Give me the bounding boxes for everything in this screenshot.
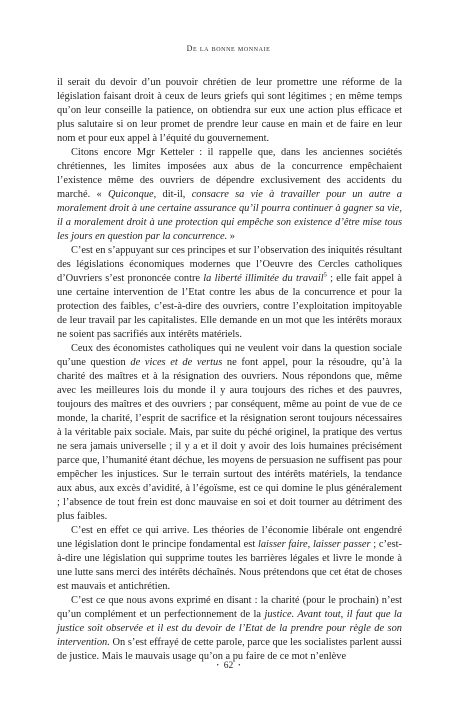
text-run: ; elle fait appel à une certaine intervention de l’Etat contre les abus de la concurrence et pour la protection des faibles, c’est-à-dire des ouvriers, contre l’exploitation impitoyable de leur travail par les capitalistes. Elle demande en un mot que les intérêts moraux ne soient pas sacrifiés aux intérêts matériels. [57,273,402,340]
paragraph [57,342,402,524]
text-run: » [227,231,235,242]
italic-text: laisser faire, laisser passer [257,539,371,550]
text-run: On s’est effrayé de cette parole, parce que les socialistes parlent aussi de justice. Mais le mauvais usage qu’on a pu faire de ce mot n’enlève [57,637,402,662]
folio-bullet-right: • [238,662,241,669]
page-number: 62 [223,661,234,671]
page-folio [0,661,457,671]
italic-text: Quiconque [108,189,154,200]
text-run: ; c’est-à-dire une législation qui supprime toutes les barrières légales et livre le monde à une lutte sans merci des intérêts déchaînés. Nous prétendons que cet état de choses est mauvais et antichrétien. [57,539,402,592]
text-run: C’est ce que nous avons exprimé en disant : la charité (pour le prochain) n’est qu’un complément et un perfectionnement de la [57,595,402,620]
body-text [57,76,402,664]
italic-text: justice. Avant tout, il faut que la justice soit observée et il est du devoir de l’Etat de la prendre pour règle de son intervention. [57,609,402,648]
text-run: Citons encore Mgr Ketteler : il rappelle que, dans les anciennes sociétés chrétiennes, les limites imposées aux abus de la concurrence empêchaient l’existence même des ouvriers de dépendre exclusivement des accidents du marché. « [57,147,402,200]
running-header: De la bonne monnaie [186,44,271,53]
paragraph [57,524,402,594]
footnote-ref: 5 [323,271,327,279]
text-run: Ceux des économistes catholiques qui ne veulent voir dans la question sociale qu’une question [57,343,402,368]
paragraph [57,244,402,342]
paragraph [57,146,402,244]
text-run: C’est en s’appuyant sur ces principes et sur l’observation des iniquités résultant des législations économiques modernes que l’Oeuvre des Cercles catholiques d’Ouvriers s’est prononcée contre [57,245,402,284]
paragraph [57,594,402,664]
text-run: ne font appel, pour la résoudre, qu’à la charité des maîtres et à la résignation des ouvriers. Nous répondons que, même avec les meilleures lois du monde il y aura toujours des riches et des pauvres, toujours des maîtres et des ouvriers ; par conséquent, même au point de vue de ce monde, la charité, l’esprit de sacrifice et la résignation seront toujours nécessaires à la véritable paix sociale. Mais, par suite du péché originel, la pratique des vertus ne sera jamais universelle ; il y a et il doit y avoir des lois humaines précisément parce que, l’humanité étant déchue, les moyens de persuasion ne suffisent pas pour empêcher les injustices. Sur le terrain surtout des intérêts matériels, la tendance aux abus, aux excès d’avidité, à l’égoïsme, est ce qui domine le plus généralement ; l’absence de tout frein est donc mauvaise en soi et doit tourner au détriment des plus faibles. [57,357,402,522]
text-run: C’est en effet ce qui arrive. Les théories de l’économie libérale ont engendré une législation dont le principe fondamental est [57,525,402,550]
italic-text: de vices et de vertus [130,357,223,368]
italic-text: consacre sa vie à travailler pour un autre a moralement droit à une certaine assurance qu’il pourra continuer à gagner sa vie, il a moralement droit à une protection qui empêche son existence d’être mise tous les jours en question par la concurrence. [57,189,403,242]
folio-bullet-left: • [216,662,219,669]
text-run: il serait du devoir d’un pouvoir chrétien de leur promettre une réforme de la législation faisant droit à ceux de leurs griefs qui sont légitimes ; en même temps qu’on leur conseille la patience, on obtiendra sur eux une action plus efficace et plus salutaire si on leur promet de prendre leur cause en main et de faire en leur nom et pour eux appel à l’équité du gouvernement. [57,77,402,144]
text-run: , dit-il, [153,189,192,200]
italic-text: la liberté illimitée du travail [203,273,324,284]
paragraph [57,76,402,146]
